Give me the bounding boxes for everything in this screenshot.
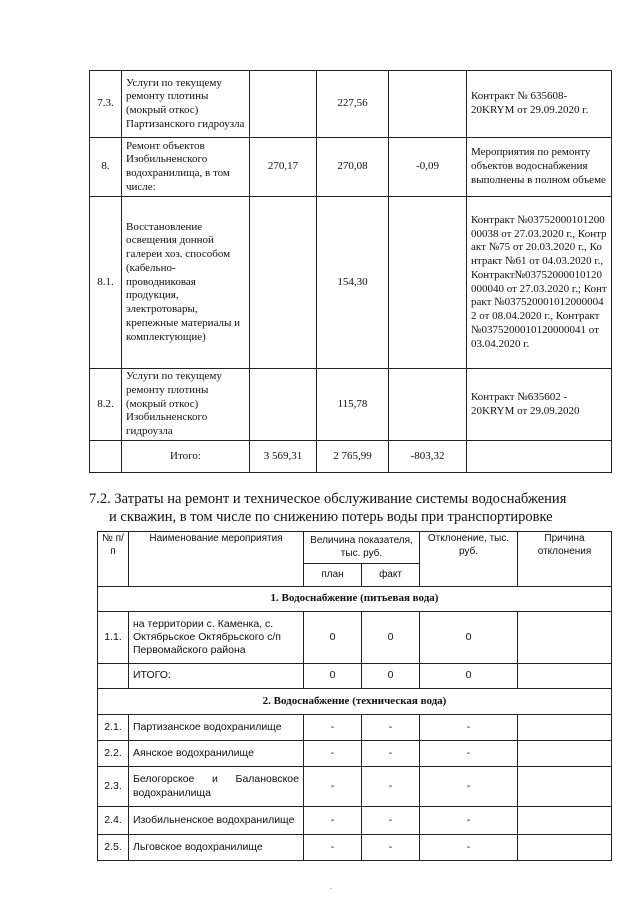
row-plan: - xyxy=(304,715,362,741)
row-deviation: 0 xyxy=(420,612,518,664)
table-row xyxy=(98,807,612,835)
row-number: 7.3. xyxy=(90,71,122,138)
header-name: Наименование мероприятия xyxy=(129,532,304,587)
table-row xyxy=(98,741,612,767)
header-number: № п/п xyxy=(98,532,129,587)
row-deviation xyxy=(389,369,467,441)
row-fact: 0 xyxy=(362,612,420,664)
water-supply-repair-table xyxy=(97,531,612,861)
row-fact: 115,78 xyxy=(317,369,389,441)
row-number: 8.2. xyxy=(90,369,122,441)
row-note: Контракт №635602 - 20KRYM от 29.09.2020 xyxy=(467,369,612,441)
row-reason xyxy=(518,767,612,807)
row-deviation: - xyxy=(420,715,518,741)
row-fact: - xyxy=(362,767,420,807)
row-plan: - xyxy=(304,767,362,807)
row-plan: - xyxy=(304,807,362,835)
row-reason xyxy=(518,741,612,767)
row-plan: - xyxy=(304,835,362,861)
section-heading-line1: 7.2. Затраты на ремонт и техническое обслуживание системы водоснабжения xyxy=(89,491,567,507)
row-fact: 154,30 xyxy=(317,197,389,369)
row-name: Партизанское водохранилище xyxy=(129,715,304,741)
section-title: 2. Водоснабжение (техническая вода) xyxy=(98,689,612,715)
row-number: 1.1. xyxy=(98,612,129,664)
row-name: Услуги по текущему ремонту плотины (мокрый откос) Партизанского гидроузла xyxy=(122,71,250,138)
row-note: Контракт № 635608-20KRYM от 29.09.2020 г. xyxy=(467,71,612,138)
row-fact: - xyxy=(362,715,420,741)
section-row xyxy=(98,689,612,715)
row-name: Белогорское и Балановское водохранилища xyxy=(129,767,304,807)
row-name: на территории с. Каменка, с. Октябрьское Октябрьского с/п Первомайского района xyxy=(129,612,304,664)
row-fact: 227,56 xyxy=(317,71,389,138)
row-reason xyxy=(518,715,612,741)
row-plan: - xyxy=(304,741,362,767)
header-fact: факт xyxy=(362,564,420,587)
scan-mark: . xyxy=(330,882,332,891)
total-plan: 3 569,31 xyxy=(250,441,317,473)
total-row xyxy=(90,441,612,473)
row-plan xyxy=(250,369,317,441)
table-row xyxy=(98,664,612,689)
row-plan: 0 xyxy=(304,612,362,664)
header-deviation: Отклонение, тыс. руб. xyxy=(420,532,518,587)
row-deviation: - xyxy=(420,767,518,807)
row-name: Изобильненское водохранилище xyxy=(129,807,304,835)
row-fact: - xyxy=(362,807,420,835)
row-fact: - xyxy=(362,835,420,861)
table-row xyxy=(98,767,612,807)
row-number: 2.5. xyxy=(98,835,129,861)
row-name: Льговское водохранилище xyxy=(129,835,304,861)
table-row xyxy=(98,612,612,664)
row-deviation xyxy=(389,71,467,138)
total-label: Итого: xyxy=(122,441,250,473)
row-name: Ремонт объектов Изобильненского водохранилища, в том числе: xyxy=(122,138,250,197)
row-number xyxy=(90,441,122,473)
section-heading-line2: и скважин, в том числе по снижению потерь воды при транспортировке xyxy=(109,509,553,525)
row-number: 2.3. xyxy=(98,767,129,807)
table-row xyxy=(90,197,612,369)
section-title: 1. Водоснабжение (питьевая вода) xyxy=(98,587,612,612)
row-deviation: - xyxy=(420,807,518,835)
row-note: Контракт №0375200010120000038 от 27.03.2020 г., Контракт №75 от 20.03.2020 г., Контракт №61 от 04.03.2020 г., Контракт№03752000010120000040 от 27.03.2020 г.; Контракт №0375200010120000042 от 08.04.2020 г., Контракт №0375200010120000041 от 03.04.2020 г. xyxy=(467,197,612,369)
row-reason xyxy=(518,664,612,689)
row-note: Мероприятия по ремонту объектов водоснабжения выполнены в полном объеме xyxy=(467,138,612,197)
row-name: Аянское водохранилище xyxy=(129,741,304,767)
row-name: Восстановление освещения донной галереи хоз. способом (кабельно-проводниковая продукция, электротовары, крепежные материалы и комплектующие) xyxy=(122,197,250,369)
row-plan xyxy=(250,197,317,369)
table-row xyxy=(98,835,612,861)
table-row xyxy=(98,715,612,741)
total-deviation: -803,32 xyxy=(389,441,467,473)
header-row xyxy=(98,532,612,564)
row-number xyxy=(98,664,129,689)
row-number: 2.1. xyxy=(98,715,129,741)
row-number: 8. xyxy=(90,138,122,197)
row-plan xyxy=(250,71,317,138)
row-fact: 270,08 xyxy=(317,138,389,197)
section-heading xyxy=(89,490,611,526)
total-fact: 2 765,99 xyxy=(317,441,389,473)
row-fact: 0 xyxy=(362,664,420,689)
row-deviation: - xyxy=(420,835,518,861)
table-row xyxy=(90,138,612,197)
row-deviation: 0 xyxy=(420,664,518,689)
row-deviation: -0,09 xyxy=(389,138,467,197)
row-reason xyxy=(518,807,612,835)
row-plan: 270,17 xyxy=(250,138,317,197)
row-plan: 0 xyxy=(304,664,362,689)
row-number: 2.2. xyxy=(98,741,129,767)
row-deviation xyxy=(389,197,467,369)
header-reason: Причина отклонения xyxy=(518,532,612,587)
row-fact: - xyxy=(362,741,420,767)
row-reason xyxy=(518,612,612,664)
row-name: Услуги по текущему ремонту плотины (мокрый откос) Изобильненского гидроузла xyxy=(122,369,250,441)
section-row xyxy=(98,587,612,612)
row-deviation: - xyxy=(420,741,518,767)
row-reason xyxy=(518,835,612,861)
table-row xyxy=(90,71,612,138)
table-row xyxy=(90,369,612,441)
row-number: 2.4. xyxy=(98,807,129,835)
row-name: ИТОГО: xyxy=(129,664,304,689)
total-note xyxy=(467,441,612,473)
header-plan: план xyxy=(304,564,362,587)
header-value: Величина показателя, тыс. руб. xyxy=(304,532,420,564)
expenses-table-continued xyxy=(89,70,612,473)
row-number: 8.1. xyxy=(90,197,122,369)
